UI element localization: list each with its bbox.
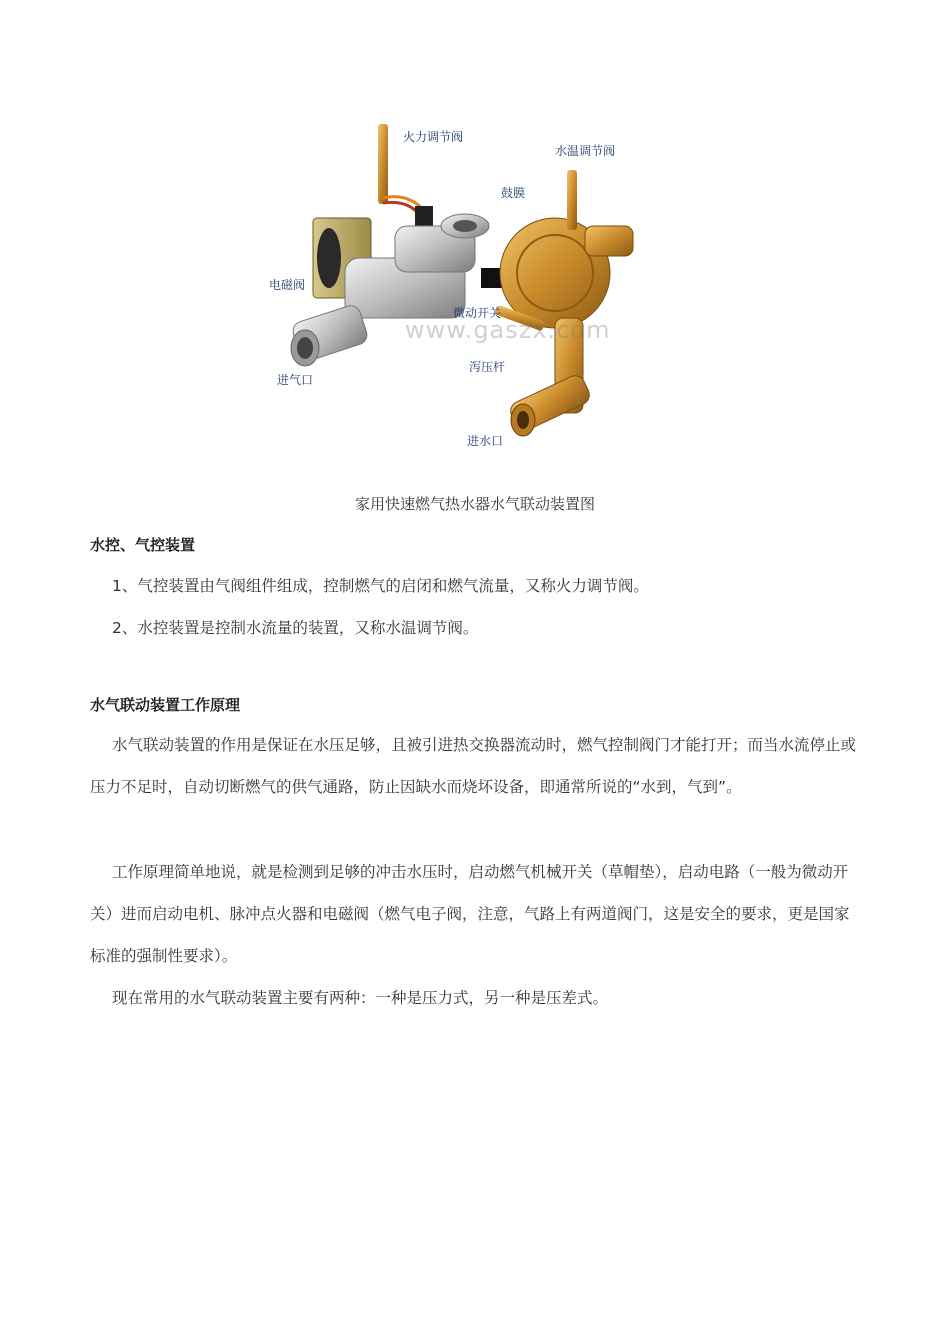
paragraph: 现在常用的水气联动装置主要有两种：一种是压力式，另一种是压差式。 <box>112 989 609 1007</box>
gas-inlet-hole <box>297 337 313 359</box>
label-gas-inlet: 进气口 <box>277 373 314 387</box>
water-outlet <box>585 226 633 256</box>
connector <box>415 206 433 226</box>
label-water-temp-valve: 水温调节阀 <box>555 144 616 158</box>
gas-outlet-hole <box>453 220 477 232</box>
watermark: www.gaszx.com <box>405 316 611 344</box>
paragraph: 水气联动装置的作用是保证在水压足够，且被引进热交换器流动时，燃气控制阀门才能打开；而当水流停止或压力不足时，自动切断燃气的供气通路，防止因缺水而烧坏设备，即通常所说的“水到，气到”。 <box>90 736 857 796</box>
label-water-inlet: 进水口 <box>467 434 504 448</box>
list-item: 1、气控装置由气阀组件组成，控制燃气的启闭和燃气流量，又称火力调节阀。 <box>112 577 649 595</box>
label-solenoid: 电磁阀 <box>269 278 306 292</box>
solenoid-core <box>317 228 341 288</box>
label-micro-switch: 微动开关 <box>453 306 502 320</box>
device-figure <box>255 108 655 458</box>
label-fire-valve: 火力调节阀 <box>403 130 464 144</box>
paragraph: 工作原理简单地说，就是检测到足够的冲击水压时，启动燃气机械开关（草帽垫），启动电路（一般为微动开关）进而启动电机、脉冲点火器和电磁阀（燃气电子阀，注意，气路上有两道阀门，这是安全的要求，更是国家标准的强制性要求）。 <box>90 863 850 965</box>
list-item: 2、水控装置是控制水流量的装置，又称水温调节阀。 <box>112 619 479 637</box>
water-inlet-hole <box>517 411 529 429</box>
water-temp-valve-rod <box>567 170 577 230</box>
fire-valve-rod <box>378 124 388 204</box>
figure-caption: 家用快速燃气热水器水气联动装置图 <box>354 495 595 513</box>
section-heading-controls: 水控、气控装置 <box>90 536 196 554</box>
label-diaphragm: 鼓膜 <box>501 186 526 200</box>
section-heading-principle: 水气联动装置工作原理 <box>90 696 241 714</box>
label-relief-rod: 泻压杆 <box>469 360 506 374</box>
device-illustration <box>255 108 655 458</box>
